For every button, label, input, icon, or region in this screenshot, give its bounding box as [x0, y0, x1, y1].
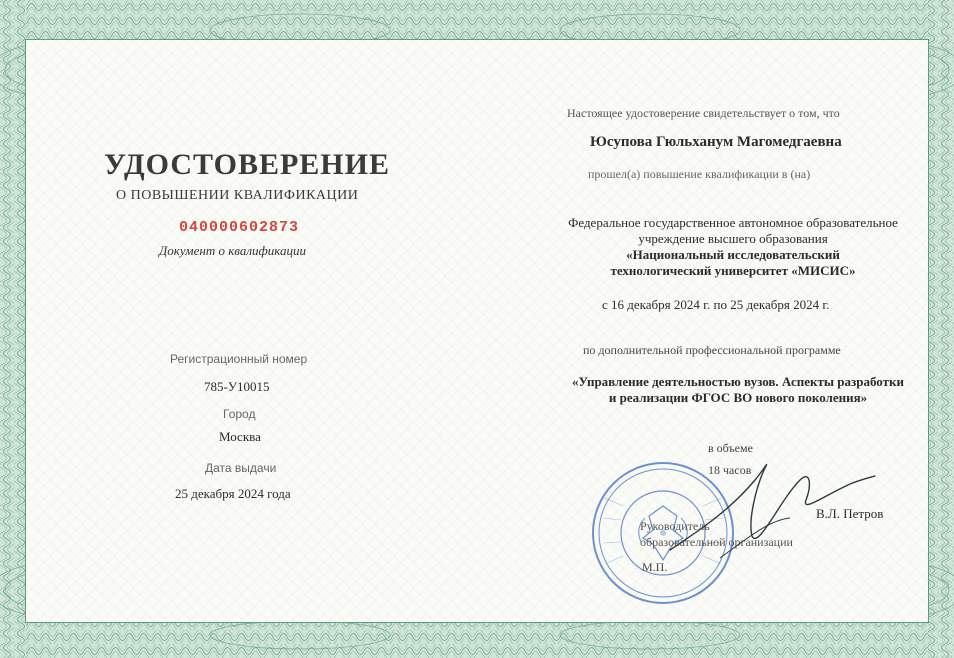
organization-name	[548, 215, 918, 279]
city-label: Город	[223, 407, 256, 421]
org-line-1: Федеральное государственное автономное образовательное	[568, 215, 898, 230]
certificate-number: 040000602873	[179, 219, 300, 236]
volume-value: 18 часов	[708, 463, 752, 477]
stamp-place-label: М.П.	[642, 560, 668, 574]
program-line-2: и реализации ФГОС ВО нового поколения»	[608, 390, 868, 405]
org-line-3: «Национальный исследовательский	[626, 247, 840, 262]
program-name	[548, 374, 928, 406]
head-name: В.Л. Петров	[816, 506, 884, 521]
volume-label: в объеме	[708, 441, 753, 455]
document-type: Документ о квалификации	[159, 243, 306, 258]
certificate-title: УДОСТОВЕРЕНИЕ	[104, 148, 390, 181]
training-period: с 16 декабря 2024 г. по 25 декабря 2024 г.	[602, 297, 830, 312]
city-value: Москва	[219, 429, 261, 444]
issue-date-label: Дата выдачи	[205, 461, 277, 475]
head-label-line-2: образовательной организации	[640, 535, 793, 549]
certificate-subtitle: О ПОВЫШЕНИИ КВАЛИФИКАЦИИ	[116, 188, 359, 203]
head-label-line-1: Руководитель	[640, 519, 710, 533]
program-label: по дополнительной профессиональной программе	[583, 343, 841, 357]
org-line-2: учреждение высшего образования	[638, 231, 828, 246]
signature	[660, 440, 880, 570]
passed-text: прошел(а) повышение квалификации в (на)	[588, 167, 811, 181]
registration-number: 785-У10015	[204, 379, 270, 394]
org-line-4: технологический университет «МИСИС»	[610, 263, 856, 278]
program-line-1: «Управление деятельностью вузов. Аспекты разработки	[571, 374, 904, 389]
intro-text: Настоящее удостоверение свидетельствует о том, что	[567, 106, 840, 120]
registration-label: Регистрационный номер	[170, 352, 308, 366]
holder-name: Юсупова Гюльханум Магомедгаевна	[590, 134, 842, 150]
issue-date: 25 декабря 2024 года	[175, 486, 291, 501]
